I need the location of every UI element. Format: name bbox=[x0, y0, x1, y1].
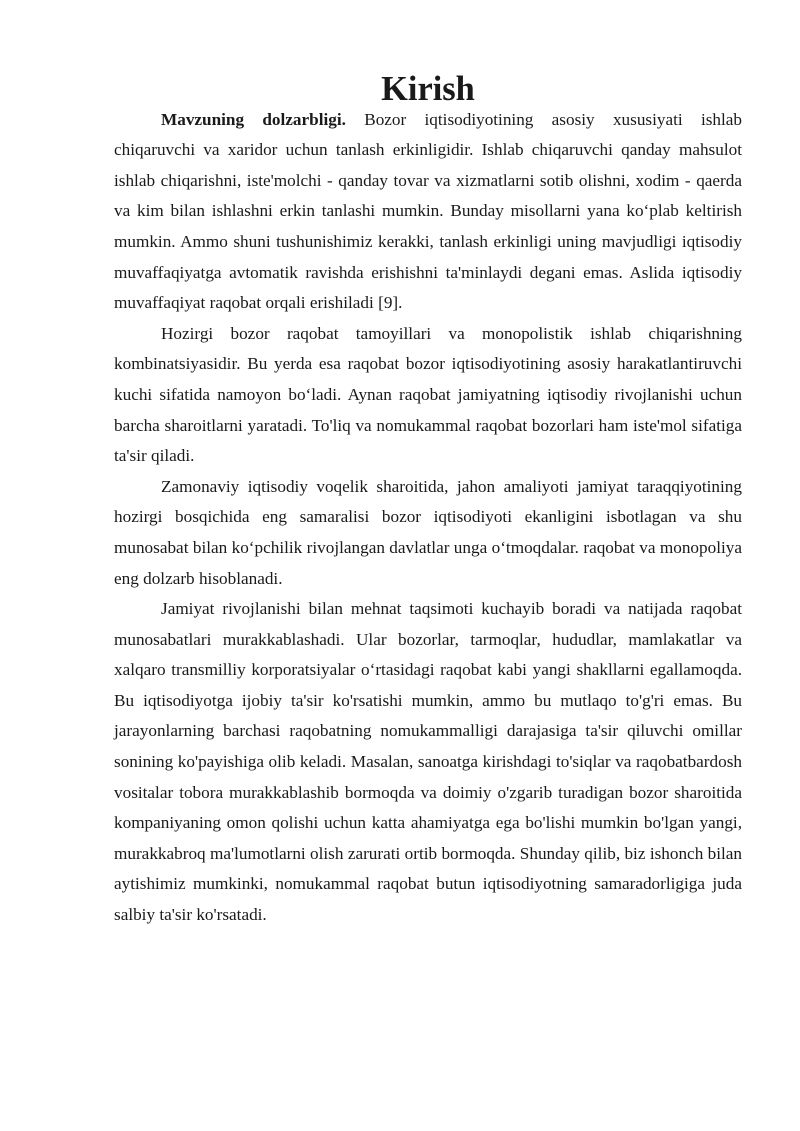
paragraph-text: Jamiyat rivojlanishi bilan mehnat taqsimoti kuchayib boradi va natijada raqobat munosabatlari murakkablashadi. Ular bozorlar, tarmoqlar, hududlar, mamlakatlar va xalqaro transmilliy korporatsiyalar o‘rtasidagi raqobat kabi yangi shakllarni egallamoqda. Bu iqtisodiyotga ijobiy ta'sir ko'rsatishi mumkin, ammo bu mutlaqo to'g'ri emas. Bu jarayonlarning barchasi raqobatning nomukammalligi darajasiga ta'sir qiluvchi omillar sonining ko'payishiga olib keladi. Masalan, sanoatga kirishdagi to'siqlar va raqobatbardosh vositalar tobora murakkablashib bormoqda va doimiy o'zgarib turadigan bozor sharoitida kompaniyaning omon qolishi uchun katta ahamiyatga ega bo'lishi mumkin bo'lgan yangi, murakkabroq ma'lumotlarni olish zarurati ortib bormoqda. Shunday qilib, biz ishonch bilan aytishimiz mumkinki, nomukammal raqobat butun iqtisodiyotning samaradorligiga juda salbiy ta'sir ko'rsatadi. bbox=[114, 599, 742, 925]
section-title: Kirish bbox=[381, 70, 475, 108]
paragraph-lead: Mavzuning dolzarbligi. bbox=[161, 109, 346, 129]
document-page bbox=[114, 70, 742, 931]
paragraph-modern-reality bbox=[114, 472, 742, 594]
paragraph-labor-division bbox=[114, 594, 742, 931]
paragraph-competition bbox=[114, 319, 742, 472]
paragraph-text: Zamonaviy iqtisodiy voqelik sharoitida, jahon amaliyoti jamiyat taraqqiyotining hozirgi bosqichida eng samaralisi bozor iqtisodiyoti ekanligini isbotlagan va shu munosabat bilan ko‘pchilik rivojlangan davlatlar unga o‘tmoqdalar. raqobat va monopoliya eng dolzarb hisoblanadi. bbox=[114, 476, 742, 588]
paragraph-text: Bozor iqtisodiyotining asosiy xususiyati ishlab chiqaruvchi va xaridor uchun tanlash erkinligidir. Ishlab chiqaruvchi qanday mahsulot ishlab chiqarishni, iste'molchi - qanday tovar va xizmatlarni sotib olishni, xodim - qaerda va kim bilan ishlashni erkin tanlashi mumkin. Bunday misollarni yana ko‘plab keltirish mumkin. Ammo shuni tushunishimiz kerakki, tanlash erkinligi uning mavjudligi iqtisodiy muvaffaqiyatga avtomatik ravishda erishishni ta'minlaydi degani emas. Aslida iqtisodiy muvaffaqiyat raqobat orqali erishiladi [9]. bbox=[114, 109, 742, 313]
paragraph-relevance bbox=[114, 105, 742, 319]
paragraph-text: Hozirgi bozor raqobat tamoyillari va monopolistik ishlab chiqarishning kombinatsiyasidir. Bu yerda esa raqobat bozor iqtisodiyotining asosiy harakatlantiruvchi kuchi sifatida namoyon bo‘ladi. Aynan raqobat jamiyatning iqtisodiy rivojlanishi uchun barcha sharoitlarni yaratadi. To'liq va nomukammal raqobat bozorlari ham iste'mol sifatiga ta'sir qiladi. bbox=[114, 323, 742, 466]
